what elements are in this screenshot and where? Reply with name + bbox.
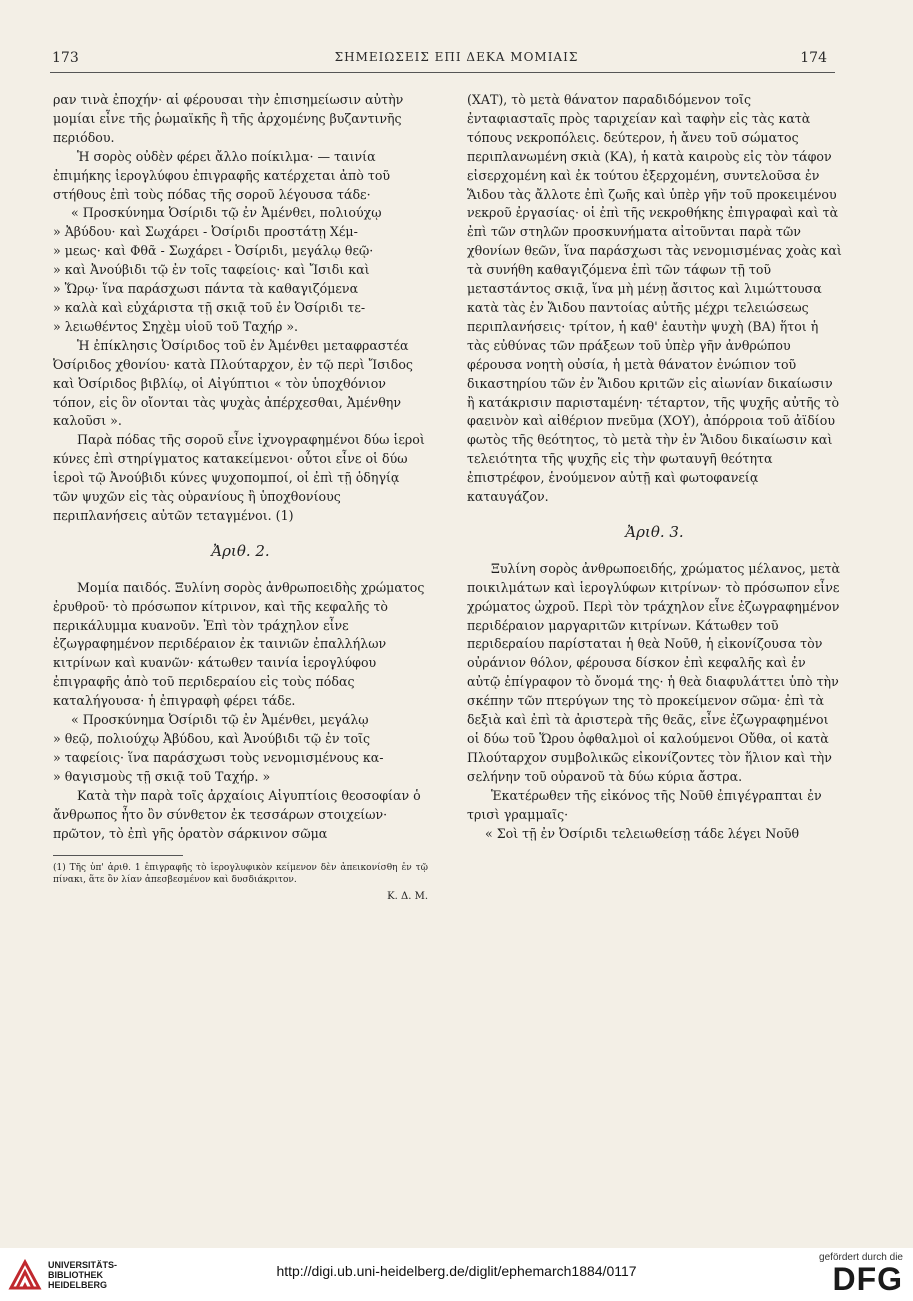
header-rule <box>50 72 835 73</box>
logo-line: HEIDELBERG <box>48 1280 108 1290</box>
page-number-left: 173 <box>52 50 79 66</box>
inscription-line: « Προσκύνημα Ὀσίριδι τῷ ἐν Ἀμένθει, μεγάλῳ <box>71 712 369 728</box>
inscription-line: » θεῷ, πολιούχῳ Ἀβύδου, καὶ Ἀνούβιδι τῷ ἐν τοῖς <box>53 731 371 746</box>
dfg-logo[interactable] <box>793 1252 903 1298</box>
inscription-line: » μεως· καὶ Φθᾶ - Σωχάρει - Ὀσίριδι, μεγάλῳ θεῷ· <box>53 243 374 259</box>
page-number-right: 174 <box>800 50 827 66</box>
funded-by-label: gefördert durch die <box>819 1252 903 1263</box>
left-paragraph-5: Μομία παιδός. Ξυλίνη σορὸς ἀνθρωποειδὴς χρώματος ἐρυθροῦ· τὸ πρόσωπον κίτρινον, καὶ τῆς κεφαλῆς τὸ περικάλυμμα κυανοῦν. Ἐπὶ τὸν τράχηλον εἶνε ἐζωγραφημένον περιδέραιον ἐκ ταινιῶν ἐπαλλήλων κιτρίνων καὶ κυανῶν· κάτωθεν ταινία ἱερογλύφου ἐπιγραφῆς ἀπὸ τοῦ περιδεραίου εἰς τοὺς πόδας καταλήγουσα· ἡ ἐπιγραφὴ φέρει τάδε. <box>53 579 425 709</box>
left-paragraph-4: Παρὰ πόδας τῆς σοροῦ εἶνε ἰχνογραφημένοι δύω ἱεροὶ κύνες ἐπὶ στηρίγματος κατακείμενοι· οὗτοι εἶνε οἱ δύω ἱεροὶ τῷ Ἀνούβιδι κύνες ψυχοπομποί, οἱ ἐπὶ τῇ ὁδηγίᾳ τῶν ψυχῶν εἰς τὰς οὐρανίους ἢ ὑποχθονίους περιπλανήσεις αὐτῶν τεταγμένοι. (1) <box>53 432 425 523</box>
inscription-line: » καὶ Ἀνούβιδι τῷ ἐν τοῖς ταφείοις· καὶ Ἴσιδι καὶ <box>53 262 370 278</box>
left-paragraph-6: Κατὰ τὴν παρὰ τοῖς ἀρχαίοις Αἰγυπτίοις θεοσοφίαν ὁ ἄνθρωπος ἦτο ὂν σύνθετον ἐκ τεσσάρων στοιχείων· πρῶτον, τὸ ἐπὶ γῆς ὁρατὸν σάρκινον σῶμα <box>53 787 421 841</box>
right-paragraph-2: Ξυλίνη σορὸς ἀνθρωποειδής, χρώματος μέλανος, μετὰ ποικιλμάτων καὶ ἱερογλύφων κιτρίνων· τὸ πρόσωπον εἶνε χρώματος ὠχροῦ. Περὶ τὸν τράχηλον εἶνε ἐζωγραφημένον περιδέραιον μαργαριτῶν κιτρίνων. Κάτωθεν τοῦ περιδεραίου παρίσταται ἡ θεὰ Νοῦθ, ἡ εἰκονίζουσα τὸν οὐράνιον θόλον, φέρουσα δίσκον ἐπὶ κεφαλῆς καὶ ἐν αὐτῷ ἐπίγραφον τὸ ὄνομά της· ἡ θεὰ διαφυλάττει ὑπὸ τὴν σκέπην τῶν πτερύγων της τὸ προκείμενον σῶμα· ἐπὶ τὰ δεξιὰ καὶ ἐπὶ τὰ ἀριστερὰ τῆς θεᾶς, εἶνε ἐζωγραφημένοι οἱ δύω τοῦ Ὥρου ὀφθαλμοὶ οἱ καλούμενοι Οὔθα, οἱ κατὰ Πλούταρχον συμβολικῶς εἰκονίζοντες τὸν ἥλιον καὶ τὴν σελήνην τοῦ οὐρανοῦ τὰ δύω κύρια ἄστρα. <box>467 560 841 784</box>
viewer-footer <box>0 1248 913 1301</box>
right-column <box>467 91 842 843</box>
left-paragraph-3: Ἡ ἐπίκλησις Ὀσίριδος τοῦ ἐν Ἀμένθει μεταφραστέα Ὀσίριδος χθονίου· κατὰ Πλούταρχον, ἐν τῷ περὶ Ἴσιδος καὶ Ὀσίριδος βιβλίῳ, οἱ Αἰγύπτιοι « τὸν ὑποχθόνιον τόπον, εἰς ὃν οἴονται τὰς ψυχὰς ἀπέρχεσθαι, Ἀμένθην καλοῦσι ». <box>53 337 413 429</box>
inscription-line: » Ὥρῳ· ἵνα παράσχωσι πάντα τὰ καθαγιζόμενα <box>53 281 359 297</box>
inscription-line: » θαγισμοὺς τῇ σκιᾷ τοῦ Ταχήρ. » <box>53 768 271 784</box>
inscription-line: » Ἀβύδου· καὶ Σωχάρει - Ὀσίριδι προστάτῃ Χέμ- <box>53 224 358 240</box>
inscription-line: « Σοὶ τῇ ἐν Ὀσίριδι τελειωθείσῃ τάδε λέγει Νοῦθ <box>485 825 800 841</box>
footnote: (1) Τῆς ὑπ' ἀριθ. 1 ἐπιγραφῆς τὸ ἱερογλυφικὸν κείμενον δὲν ἀπεικονίσθη ἐν τῷ πίνακι, ἅτε ὂν λίαν ἀπεσβεσμένον καὶ δυσδιάκριτον. <box>53 863 428 886</box>
inscription-line: » λειωθέντος Σηχὲμ υἱοῦ τοῦ Ταχήρ ». <box>53 318 299 334</box>
logo-line: UNIVERSITÄTS- <box>48 1260 118 1270</box>
author-signature: Κ. Δ. Μ. <box>387 891 428 903</box>
inscription-line: » καλὰ καὶ εὐχάριστα τῇ σκιᾷ τοῦ ἐν Ὀσίριδι τε- <box>53 299 366 315</box>
right-paragraph-3: Ἑκατέρωθεν τῆς εἰκόνος τῆς Νοῦθ ἐπιγέγραπται ἐν τρισὶ γραμμαῖς· <box>467 787 822 822</box>
left-paragraph-1: ραν τινὰ ἐποχήν· αἱ φέρουσαι τὴν ἐπισημείωσιν αὐτὴν μομίαι εἶνε τῆς ῥωμαϊκῆς ἢ τῆς ἀρχομένης βυζαντινῆς περιόδου. <box>53 92 404 145</box>
dfg-wordmark: DFG <box>832 1261 903 1297</box>
left-paragraph-2: Ἡ σορὸς οὐδὲν φέρει ἄλλο ποίκιλμα· — ταινία ἐπιμήκης ἱερογλύφου ἐπιγραφῆς κατέρχεται ἀπὸ τοῦ στήθους ἐπὶ τοὺς πόδας τῆς σοροῦ λέγουσα τάδε· <box>53 148 391 202</box>
inscription-line: » ταφείοις· ἵνα παράσχωσι τοὺς νενομισμένους κα- <box>53 749 384 765</box>
section-heading-2: Ἀριθ. 2. <box>211 541 270 560</box>
inscription-line: « Προσκύνημα Ὀσίριδι τῷ ἐν Ἀμένθει, πολιούχῳ <box>71 205 382 221</box>
logo-line: BIBLIOTHEK <box>48 1270 103 1280</box>
left-column <box>53 91 428 907</box>
right-paragraph-1: (ΧΑΤ), τὸ μετὰ θάνατον παραδιδόμενον τοῖς ἐνταφιασταῖς πρὸς ταριχείαν καὶ ταφὴν εἰς τὰς κατὰ τόπους νεκροπόλεις. δεύτερον, ἡ ἄνευ τοῦ σώματος περιπλανωμένη σκιὰ (ΚΑ), ἡ κατὰ καιροὺς εἰς τὸν τάφον εἰσερχομένη καὶ ἐκ τούτου ἐξερχομένη, συντελοῦσα ἐν Ἅιδου τὰς ἄλλοτε ἐπὶ ζωῆς καὶ ὑπὲρ γῆν τοῦ προκειμένου νεκροῦ ἐργασίας· οἱ ἐπὶ τῆς νεκροθήκης ἐπιγραφαὶ καὶ τὰ ἐπὶ τῶν στηλῶν προσκυνήματα αἰτοῦνται παρὰ τῶν χθονίων θεῶν, ἵνα παράσχωσι τὰς νενομισμένας χοὰς καὶ τὰ συνήθη καθαγιζόμενα ἐπὶ τῶν τάφων τῇ τοῦ μεταστάντος σκιᾷ, ἵνα μὴ μένῃ ἄσιτος καὶ λιμώττουσα κατὰ τὰς ἐν Ἅιδου παντοίας αὐτῆς μέχρι τελειώσεως περιπλανήσεις· τρίτον, ἡ καθ' ἑαυτὴν ψυχὴ (ΒΑ) ἥτοι ἡ τὰς εὐθύνας τῶν πράξεων τοῦ ὑπὲρ γῆν ἀνθρώπου φέρουσα νοητὴ οὐσία, ἡ μετὰ θάνατον ἐνώπιον τοῦ δικαστηρίου τῶν ἐν Ἅιδου κριτῶν εἰς αἰωνίαν δικαίωσιν ἢ κατάκρισιν παρισταμένη· τέταρτον, τῆς ψυχῆς αὐτῆς τὸ φαεινὸν καὶ αἰθέριον πνεῦμα (ΧΟΥ), ἀπόρροια τοῦ ἀϊδίου φωτὸς τῆς θεότητος, τὸ μετὰ τὴν ἐν Ἅιδου δικαίωσιν καὶ τελειότητα τῆς ψυχῆς εἰς τὴν φωταυγῆ θεότητα ἐπιστρέφον, ἑνούμενον αὐτῇ καὶ φωτοφανείᾳ καταυγάζον. <box>467 92 842 505</box>
running-title: ΣΗΜΕΙΩΣΕΙΣ ΕΠΙ ΔΕΚΑ ΜΟΜΙΑΙΣ <box>334 50 579 64</box>
digital-object-url[interactable]: http://digi.ub.uni-heidelberg.de/diglit/ephemarch1884/0117 <box>276 1263 637 1279</box>
footnote-rule <box>53 855 183 856</box>
section-heading-3: Ἀριθ. 3. <box>625 522 684 541</box>
